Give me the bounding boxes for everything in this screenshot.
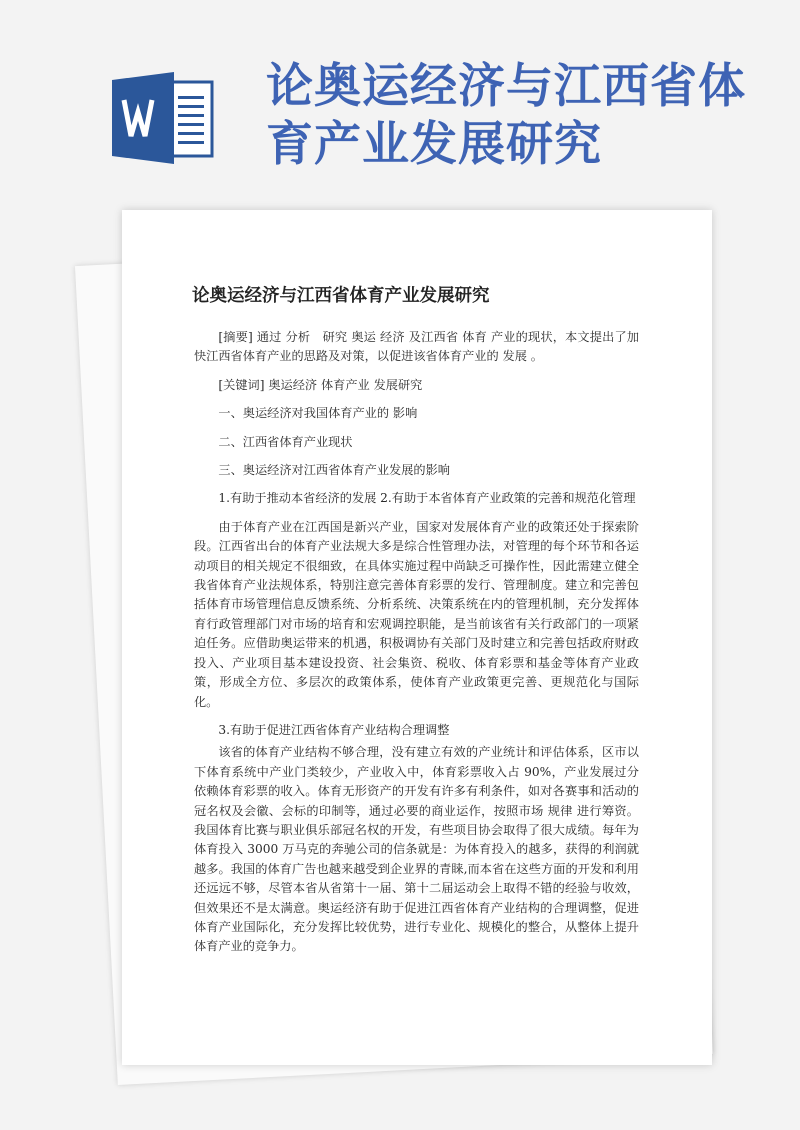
abstract-paragraph: [摘要] 通过 分析 研究 奥运 经济 及江西省 体育 产业的现状，本文提出了加快江西省体育产业的思路及对策，以促进该省体育产业的 发展 。 (194, 330, 639, 364)
section-heading-1: 一、奥运经济对我国体育产业的 影响 (218, 406, 418, 421)
section-heading-2: 二、江西省体育产业现状 (218, 434, 353, 449)
subpoints-1-2: 1.有助于推动本省经济的发展 2.有助于本省体育产业政策的完善和规范化管理 (218, 491, 636, 506)
document-body (194, 328, 639, 966)
body-paragraph-1: 由于体育产业在江西国是新兴产业，国家对发展体育产业的政策还处于探索阶段。江西省出台的体育产业法规大多是综合性管理办法，对管理的每个环节和各运动项目的相关规定不很细致，在具体实施过程中尚缺乏可操作性，因此需建立健全我省体育产业法规体系，特别注意完善体育彩票的发行、管理制度。建立和完善包括体育市场管理信息反馈系统、分析系统、决策系统在内的管理机制，充分发挥体育行政管理部门对市场的培育和宏观调控职能，是当前该省有关行政部门的一项紧迫任务。应借助奥运带来的机遇，积极调协有关部门及时建立和完善包括政府财政投入、产业项目基本建设投资、社会集资、税收、体育彩票和基金等体育产业政策，形成全方位、多层次的政策体系，使体育产业政策更完善、更规范化与国际化。 (194, 519, 639, 709)
section-heading-3: 三、奥运经济对江西省体育产业发展的影响 (218, 463, 450, 478)
document-page (122, 210, 712, 1065)
body-paragraph-2: 该省的体育产业结构不够合理，没有建立有效的产业统计和评估体系，区市以下体育系统中产业门类较少，产业收入中，体育彩票收入占 90%，产业发展过分依赖体育彩票的收入。体育无形资产的开发有许多有利条件，如对各赛事和活动的冠名权及会徽、会标的印制等，通过必要的商业运作，按照市场 规律 进行筹资。我国体育比赛与职业俱乐部冠名权的开发，有些项目协会取得了很大成绩。每年为体育投入 3000 万马克的奔驰公司的信条就是：为体育投入的越多，获得的利润就越多。我国的体育广告也越来越受到企业界的青睐,而本省在这些方面的开发和利用还远远不够，尽管本省从省第十一届、第十二届运动会上取得不错的经验与收效，但效果还不是太满意。奥运经济有助于促进江西省体育产业结构的合理调整，促进体育产业国际化，充分发挥比较优势，进行专业化、规模化的整合，从整体上提升体育产业的竞争力。 (194, 745, 639, 954)
page-title: 论奥运经济与江西省体育产业发展研究 (266, 59, 746, 172)
keywords-line: [关键词] 奥运经济 体育产业 发展研究 (218, 377, 423, 392)
word-document-icon (112, 72, 216, 164)
document-title: 论奥运经济与江西省体育产业发展研究 (192, 286, 490, 306)
subpoint-3: 3.有助于促进江西省体育产业结构合理调整 (218, 722, 450, 737)
